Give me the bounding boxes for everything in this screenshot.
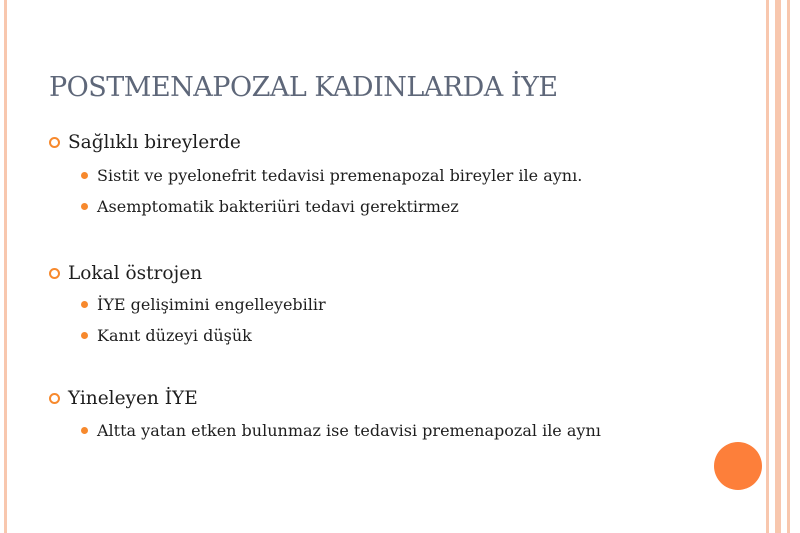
bullet-heading — [48, 386, 698, 412]
sub-bullet — [48, 195, 698, 218]
dot-bullet-icon — [81, 301, 88, 308]
sub-bullet — [48, 324, 698, 347]
left-decorative-stripe — [4, 0, 7, 533]
sub-bullet-text: İYE gelişimini engelleyebilir — [97, 295, 326, 314]
dot-bullet-icon — [81, 332, 88, 339]
right-decorative-stripe — [787, 0, 790, 533]
dot-bullet-icon — [81, 172, 88, 179]
right-decorative-stripe — [766, 0, 769, 533]
bullet-group — [48, 386, 698, 442]
right-decorative-stripe — [775, 0, 781, 533]
bullet-heading-text: Lokal östrojen — [68, 263, 203, 284]
sub-bullet-text: Asemptomatik bakteriüri tedavi gerektirmez — [97, 197, 459, 216]
sub-bullet-text: Altta yatan etken bulunmaz ise tedavisi premenapozal ile aynı — [97, 421, 601, 440]
sub-bullet-text: Sistit ve pyelonefrit tedavisi premenapozal bireyler ile aynı. — [97, 166, 583, 185]
ring-bullet-icon — [49, 393, 60, 404]
bullet-group — [48, 130, 698, 218]
bullet-heading — [48, 261, 698, 287]
dot-bullet-icon — [81, 427, 88, 434]
sub-bullet — [48, 419, 657, 442]
ring-bullet-icon — [49, 137, 60, 148]
bullet-heading — [48, 130, 698, 156]
bullet-group — [48, 261, 698, 347]
bullet-heading-text: Sağlıklı bireylerde — [68, 132, 241, 153]
slide-title: POSTMENAPOZAL KADINLARDA İYE — [49, 72, 558, 103]
slide-content — [48, 130, 698, 442]
bullet-heading-text: Yineleyen İYE — [68, 388, 198, 409]
dot-bullet-icon — [81, 203, 88, 210]
sub-bullet — [48, 164, 698, 187]
sub-bullet — [48, 293, 698, 316]
sub-bullet-text: Kanıt düzeyi düşük — [97, 326, 252, 345]
decorative-circle — [714, 442, 762, 490]
ring-bullet-icon — [49, 268, 60, 279]
